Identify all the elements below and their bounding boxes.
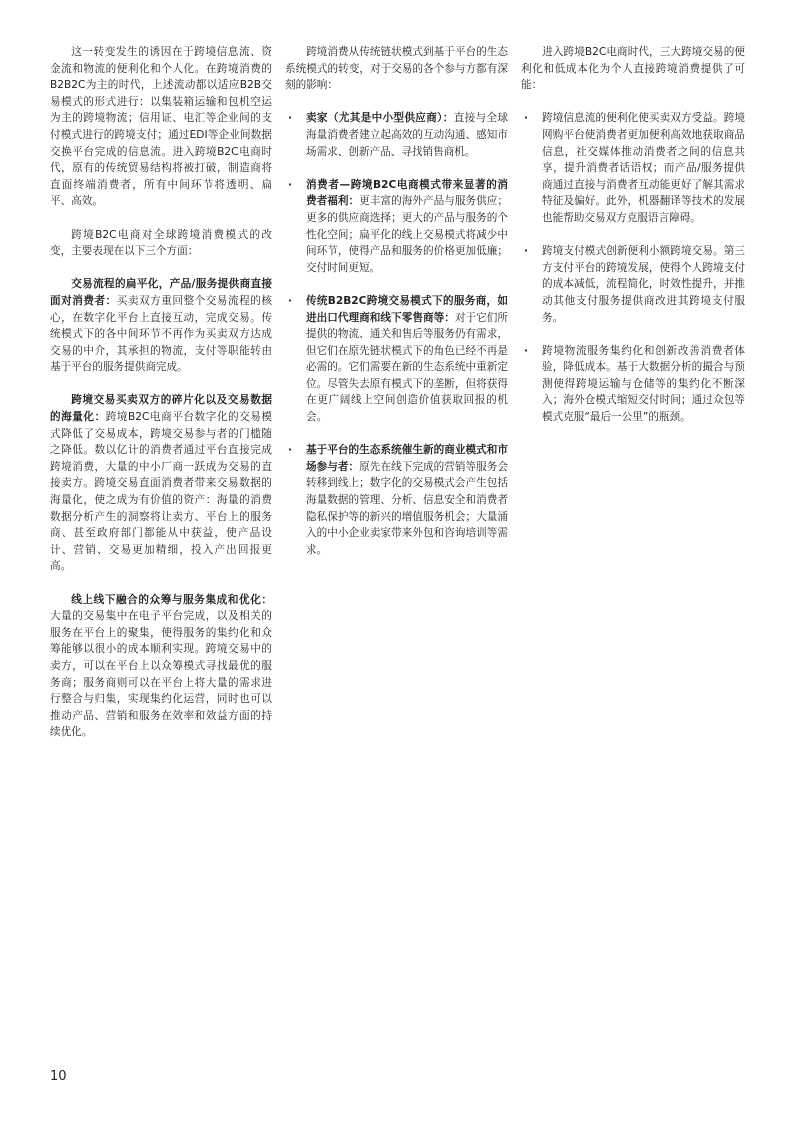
paragraph: 跨境消费从传统链状模式到基于平台的生态系统模式的转变，对于交易的各个参与方都有深刻的影响： xyxy=(285,46,508,92)
bullet-icon: · xyxy=(524,112,529,125)
bullet-list xyxy=(285,110,508,558)
bullet-list xyxy=(521,110,745,425)
paragraph-lead: 线上线下融合的众筹与服务集成和优化： xyxy=(71,593,272,606)
text-column-1 xyxy=(50,44,272,758)
paragraph: 这一转变发生的诱因在于跨境信息流、资金流和物流的便利化和个人化。在跨境消费的B2B2C为主的时代，上述流动都以适应B2B交易模式的形式进行：以集装箱运输和包机空运为主的跨境物流；信用证、电汇等企业间的支付模式进行的跨境支付；通过EDI等企业间数据交换平台完成的信息流。进入跨境B2C电商时代，原有的传统贸易结构将被打破，制造商将直面终端消费者，所有中间环节将透明、扁平、高效。 xyxy=(50,46,272,208)
bullet-icon: · xyxy=(524,344,529,357)
paragraph-lead: 跨境交易买卖双方的碎片化以及交易数据的海量化： xyxy=(50,394,272,424)
list-item: · 跨境物流服务集约化和创新改善消费者体验，降低成本。基于大数据分析的撮合与预测使得跨境运输与仓储等的集约化不断深入；海外仓模式缩短交付时间；通过众包等模式克服“最后一公里”的瓶颈。 xyxy=(524,344,745,424)
text-column-2 xyxy=(285,44,508,575)
list-item: · 消费者—跨境B2C电商模式带来显著的消费者福利：更丰富的海外产品与服务供应；更多的供应商选择；更大的产品与服务的个性化空间；扁平化的线上交易模式将减少中间环节，使得产品和服务的价格更加低廉；交付时间更短。 xyxy=(288,178,509,274)
list-item: · 跨境信息流的便利化使买卖双方受益。跨境网购平台使消费者更加便利高效地获取商品信息，社交媒体推动消费者之间的信息共享，提升消费者话语权；而产品/服务提供商通过直接与消费者互动能更好了解其需求特征及偏好。此外，机器翻译等技术的发展也能帮助交易双方克服语言障碍。 xyxy=(524,112,745,224)
paragraph: 交易流程的扁平化，产品/服务提供商直接面对消费者：买卖双方重回整个交易流程的核心，在数字化平台上直接互动，完成交易。传统模式下的各中间环节不再作为买卖双方达成交易的中介，其承担的物流，支付等职能转由基于平台的服务提供商完成。 xyxy=(50,278,273,374)
page-number: 10 xyxy=(50,1069,67,1084)
bullet-icon: · xyxy=(288,294,293,307)
list-item: · 跨境支付模式创新便利小额跨境交易。第三方支付平台的跨境发展，使得个人跨境支付的成本减低，流程简化，时效性提升，并推动其他支付服务提供商改进其跨境支付服务。 xyxy=(524,245,745,324)
bullet-icon: · xyxy=(288,444,293,457)
bullet-icon: · xyxy=(524,245,529,258)
bullet-icon: · xyxy=(288,178,293,191)
list-item: · 卖家（尤其是中小型供应商）：直接与全球海量消费者建立起高效的互动沟通、感知市场需求、创新产品、寻找销售商机。 xyxy=(288,112,509,158)
paragraph: 跨境B2C电商对全球跨境消费模式的改变，主要表现在以下三个方面： xyxy=(50,228,272,258)
text-column-3 xyxy=(521,44,745,442)
paragraph: 线上线下融合的众筹与服务集成和优化：大量的交易集中在电子平台完成，以及相关的服务在平台上的聚集，使得服务的集约化和众筹能够以很小的成本顺利实现。跨境交易中的卖方，可以在平台上以众筹模式寻找最优的服务商；服务商则可以在平台上将大量的需求进行整合与归集，实现集约化运营，同时也可以推动产品、营销和服务在效率和效益方面的持续优化。 xyxy=(50,593,272,739)
paragraph: 进入跨境B2C电商时代，三大跨境交易的便利化和低成本化为个人直接跨境消费提供了可能： xyxy=(521,46,745,92)
paragraph: 跨境交易买卖双方的碎片化以及交易数据的海量化：跨境B2C电商平台数字化的交易模式降低了交易成本，跨境交易参与者的门槛随之降低。数以亿计的消费者通过平台直接完成跨境消费，大量的中小厂商一跃成为交易的直接卖方。跨境交易直面消费者带来交易数据的海量化，使之成为有价值的资产：海量的消费数据分析产生的洞察将让卖方、平台上的服务商、甚至政府部门都能从中获益，使产品设计、营销、交易更加精细，投入产出回报更高。 xyxy=(50,394,273,573)
bullet-icon: · xyxy=(288,112,293,125)
list-item: · 基于平台的生态系统催生新的商业模式和市场参与者：原先在线下完成的营销等服务会转移到线上；数字化的交易模式会产生包括海量数据的管理、分析、信息安全和消费者隐私保护等的新兴的增值服务机会；大量涌入的中小企业卖家带来外包和咨询培训等需求。 xyxy=(288,444,509,556)
list-item: · 传统B2B2C跨境交易模式下的服务商，如进出口代理商和线下零售商等：对于它们所提供的物流、通关和售后等服务仍有需求，但它们在原先链状模式下的角色已经不再是必需的。它们需要在新的生态系统中重新定位。尽管失去原有模式下的垄断，但将获得在更广阔线上空间创造价值获取回报的机会。 xyxy=(288,294,509,424)
paragraph-lead: 交易流程的扁平化，产品/服务提供商直接面对消费者： xyxy=(50,278,272,307)
